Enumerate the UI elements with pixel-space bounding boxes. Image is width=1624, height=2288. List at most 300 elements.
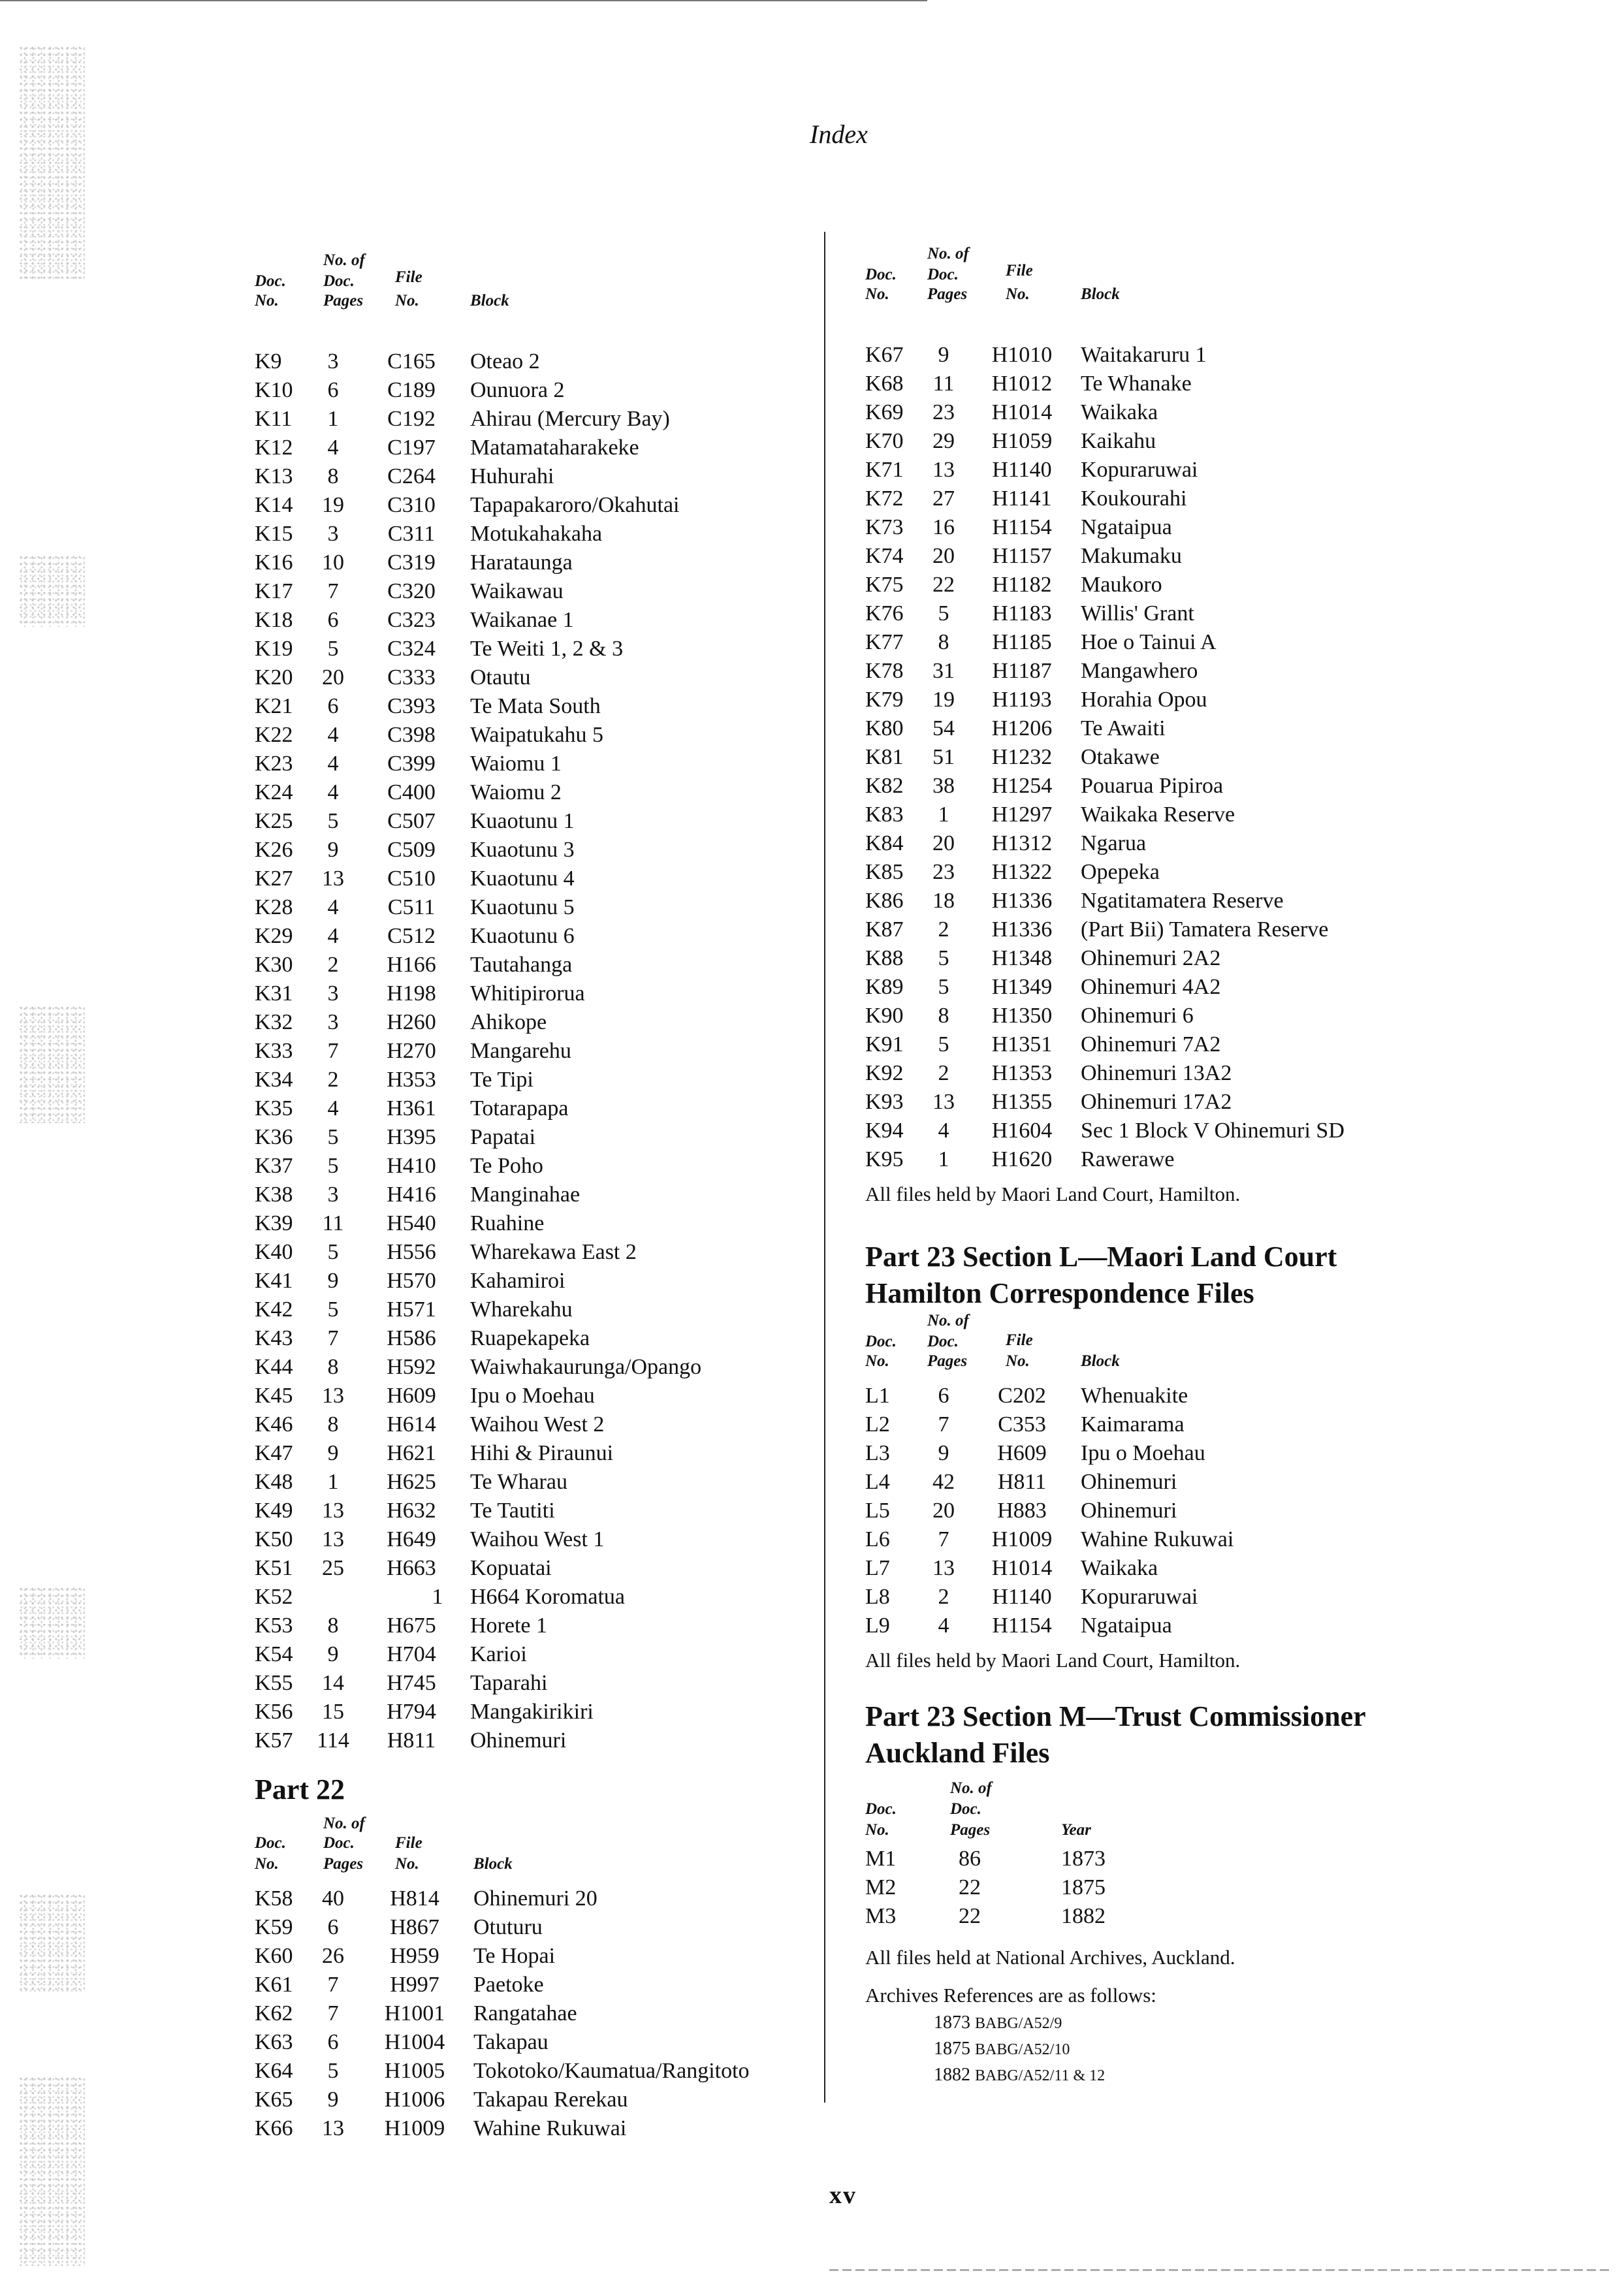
doc-no-cell: K57 <box>255 1728 293 1753</box>
doc-no-cell: K39 <box>255 1211 293 1235</box>
doc-no-cell: K65 <box>255 2088 293 2112</box>
doc-no-cell: K86 <box>865 889 904 913</box>
pages-cell: 7 <box>938 1527 949 1551</box>
doc-no-cell: K66 <box>255 2116 293 2140</box>
file-no-cell: H1012 <box>991 372 1053 396</box>
doc-no-cell: K82 <box>865 774 904 798</box>
scan-noise <box>20 1894 85 1992</box>
table-row <box>255 838 810 866</box>
pages-cell: 13 <box>322 1384 344 1408</box>
file-no-cell: H1140 <box>992 458 1052 482</box>
archive-ref <box>934 2012 1597 2039</box>
table-row <box>865 1384 1597 1412</box>
table-row <box>865 688 1597 716</box>
doc-no-cell: K83 <box>865 802 904 827</box>
refs-heading: Archives References are as follows: <box>865 1984 1156 2007</box>
block-cell: Kopuraruwai <box>1081 458 1198 482</box>
table-row <box>865 1412 1597 1441</box>
file-no-cell: H410 <box>387 1154 436 1178</box>
file-no-cell: C507 <box>387 809 436 833</box>
section-m-heading-2: Auckland Files <box>865 1737 1050 1769</box>
part-22-table-body <box>255 1886 810 2145</box>
file-no-cell: C192 <box>387 407 436 431</box>
block-cell: Te Weiti 1, 2 & 3 <box>470 637 624 661</box>
table-row <box>255 1886 810 1915</box>
block-cell: Kuaotunu 4 <box>470 866 575 891</box>
pages-cell: 6 <box>938 1384 949 1408</box>
block-cell: Kuaotunu 3 <box>470 838 575 862</box>
doc-no-cell: K30 <box>255 953 293 977</box>
pages-cell: 15 <box>322 1700 344 1724</box>
doc-no-cell: K12 <box>255 436 293 460</box>
pages-cell: 3 <box>327 1010 339 1034</box>
block-cell: Ruahine <box>470 1211 545 1235</box>
table-row <box>865 1499 1597 1527</box>
header-file-no: No. <box>1006 1352 1030 1370</box>
file-no-cell: C510 <box>387 866 436 891</box>
block-cell: Ngataipua <box>1081 515 1172 539</box>
pages-cell: 20 <box>932 544 955 568</box>
pages-cell: 9 <box>327 1441 339 1465</box>
block-cell: Te Mata South <box>470 694 601 718</box>
block-cell: Ohinemuri 2A2 <box>1081 946 1221 970</box>
doc-no-cell: K85 <box>865 860 904 884</box>
header-doc: Doc. <box>865 266 897 283</box>
pages-cell: 7 <box>327 1973 339 1997</box>
section-m-table-body <box>865 1847 1597 1933</box>
file-no-cell: C399 <box>387 752 436 776</box>
block-cell: Ipu o Moehau <box>470 1384 595 1408</box>
doc-no-cell: K67 <box>865 343 904 367</box>
doc-no-cell: K84 <box>865 831 904 855</box>
block-cell: Waikaka Reserve <box>1081 802 1235 827</box>
file-no-cell: H570 <box>387 1269 436 1293</box>
file-no-cell: C310 <box>387 493 436 517</box>
block-cell: Otakawe <box>1081 745 1160 769</box>
doc-no-cell: K78 <box>865 659 904 683</box>
header-no-of: No. of <box>927 245 969 262</box>
pages-cell: 11 <box>932 372 955 396</box>
pages-cell: 2 <box>938 1061 949 1085</box>
pages-cell: 13 <box>322 866 344 891</box>
doc-no-cell: K38 <box>255 1183 293 1207</box>
pages-cell: 13 <box>322 1527 344 1551</box>
table-row <box>865 860 1597 889</box>
pages-cell: 6 <box>327 608 339 632</box>
file-no-cell: H632 <box>387 1499 436 1523</box>
table-row <box>865 1847 1597 1875</box>
table-header <box>255 1808 810 1886</box>
header-no-of: No. of <box>950 1779 992 1797</box>
pages-cell: 5 <box>938 975 949 999</box>
file-no-cell: H1005 <box>384 2059 445 2083</box>
block-cell: Tapapakaroro/Okahutai <box>470 493 680 517</box>
block-cell: Taparahi <box>470 1671 548 1695</box>
block-cell: Otuturu <box>473 1915 543 1939</box>
block-cell: Wahine Rukuwai <box>1081 1527 1234 1551</box>
doc-no-cell: K31 <box>255 981 293 1006</box>
pages-cell: 7 <box>327 1039 339 1063</box>
table-row <box>865 515 1597 544</box>
column-divider <box>824 232 825 2103</box>
doc-no-cell: K80 <box>865 716 904 740</box>
file-no-cell: H609 <box>997 1441 1047 1465</box>
pages-cell: 1 <box>327 407 339 431</box>
doc-no-cell: K91 <box>865 1032 904 1057</box>
header-pages: Pages <box>927 1352 968 1370</box>
header-doc2: Doc. <box>950 1800 981 1818</box>
block-cell: Ruapekapeka <box>470 1326 590 1350</box>
file-no-cell: H614 <box>387 1412 436 1437</box>
header-pages: Pages <box>950 1821 991 1839</box>
doc-no-cell: L3 <box>865 1441 890 1465</box>
doc-no-cell: K49 <box>255 1499 293 1523</box>
block-cell: Mangakirikiri <box>470 1700 594 1724</box>
table-row <box>255 522 810 550</box>
block-cell: Te Awaiti <box>1081 716 1166 740</box>
pages-cell: 5 <box>327 637 339 661</box>
pages-cell: 38 <box>932 774 955 798</box>
doc-no-cell: K14 <box>255 493 293 517</box>
doc-no-cell: K23 <box>255 752 293 776</box>
header-doc2: Doc. <box>323 272 355 290</box>
block-cell: Kuaotunu 5 <box>470 895 575 919</box>
block-cell: Tautahanga <box>470 953 573 977</box>
table-row <box>255 866 810 895</box>
doc-no-cell: K95 <box>865 1147 904 1171</box>
file-no-cell: H166 <box>387 953 436 977</box>
pages-cell: 14 <box>322 1671 344 1695</box>
block-cell: Horete 1 <box>470 1613 548 1638</box>
table-row <box>255 981 810 1010</box>
doc-no-cell: K58 <box>255 1886 293 1911</box>
pages-cell: 13 <box>932 1556 955 1580</box>
table-row <box>865 975 1597 1004</box>
table-row <box>255 436 810 464</box>
table-row <box>255 464 810 493</box>
file-no-cell: H1351 <box>991 1032 1053 1057</box>
block-cell: Kaikahu <box>1081 429 1156 453</box>
doc-no-cell: K70 <box>865 429 904 453</box>
pages-cell: 40 <box>322 1886 344 1911</box>
table-row <box>255 2001 810 2030</box>
pages-cell: 20 <box>322 665 344 690</box>
header-doc2: Doc. <box>927 1333 959 1350</box>
block-cell: Waikaka <box>1081 400 1158 424</box>
file-no-cell: C311 <box>387 522 436 546</box>
table-row <box>255 1412 810 1441</box>
file-no-cell: H416 <box>387 1183 436 1207</box>
table-row <box>865 1556 1597 1585</box>
file-no-cell: H1004 <box>384 2030 445 2054</box>
pages-cell: 5 <box>938 1032 949 1057</box>
pages-cell: 4 <box>327 723 339 747</box>
table-row <box>255 665 810 694</box>
file-no-cell: C333 <box>387 665 436 690</box>
doc-no-cell: K44 <box>255 1355 293 1379</box>
table-header <box>865 1772 1597 1847</box>
table-row <box>255 1470 810 1499</box>
block-cell: Te Tipi <box>470 1068 533 1092</box>
pages-cell: 4 <box>327 924 339 948</box>
pages-cell: 5 <box>327 2059 339 2083</box>
header-file: File <box>1006 262 1033 279</box>
table-row <box>255 2059 810 2088</box>
block-cell: Karioi <box>470 1642 527 1666</box>
pages-cell: 3 <box>327 522 339 546</box>
table-row <box>255 1556 810 1585</box>
doc-no-cell: K92 <box>865 1061 904 1085</box>
pages-cell: 8 <box>327 1412 339 1437</box>
header-no: No. <box>255 292 279 310</box>
file-no-cell: H1232 <box>991 745 1053 769</box>
left-column <box>255 251 810 2145</box>
table-row <box>865 1090 1597 1119</box>
doc-no-cell: K89 <box>865 975 904 999</box>
doc-no-cell: K19 <box>255 637 293 661</box>
block-cell: Ohinemuri 6 <box>1081 1004 1194 1028</box>
doc-no-cell: K87 <box>865 917 904 942</box>
block-cell: Kuaotunu 6 <box>470 924 575 948</box>
doc-no-cell: K64 <box>255 2059 293 2083</box>
doc-no-cell: K81 <box>865 745 904 769</box>
pages-cell: 3 <box>327 1183 339 1207</box>
block-cell: Kahamiroi <box>470 1269 565 1293</box>
pages-cell: 8 <box>327 464 339 488</box>
table-row <box>865 1061 1597 1090</box>
pages-cell: 18 <box>932 889 955 913</box>
table-row <box>865 601 1597 630</box>
pages-cell: 2 <box>327 953 339 977</box>
block-cell: Waikawau <box>470 579 564 603</box>
pages-cell: 8 <box>938 630 949 654</box>
file-no-cell: H745 <box>387 1671 436 1695</box>
table-row <box>865 573 1597 601</box>
table-row <box>255 723 810 752</box>
table-row <box>865 1585 1597 1613</box>
doc-no-cell: L7 <box>865 1556 890 1580</box>
block-cell: Totarapapa <box>470 1096 569 1120</box>
doc-no-cell: K77 <box>865 630 904 654</box>
block-cell: Opepeka <box>1081 860 1160 884</box>
file-no-cell: H1348 <box>991 946 1053 970</box>
file-no-cell: C353 <box>998 1412 1046 1437</box>
block-cell: Harataunga <box>470 550 573 575</box>
file-no-cell: H1350 <box>991 1004 1053 1028</box>
block-cell: Waikanae 1 <box>470 608 574 632</box>
pages-cell: 5 <box>938 946 949 970</box>
doc-no-cell: M3 <box>865 1904 897 1928</box>
doc-no-cell: K11 <box>255 407 293 431</box>
block-cell: Ngarua <box>1081 831 1147 855</box>
scan-noise <box>20 1006 85 1123</box>
file-no-cell: H1182 <box>992 573 1052 597</box>
doc-no-cell: K47 <box>255 1441 293 1465</box>
doc-no-cell: M1 <box>865 1847 897 1871</box>
block-cell: Mangarehu <box>470 1039 571 1063</box>
block-cell: Waiomu 2 <box>470 780 562 804</box>
header-doc: Doc. <box>255 1834 286 1852</box>
table-row <box>255 1441 810 1470</box>
pages-cell: 13 <box>322 2116 344 2140</box>
doc-no-cell: K51 <box>255 1556 293 1580</box>
pages-cell: 26 <box>322 1944 344 1968</box>
file-no-cell: H1336 <box>991 889 1053 913</box>
table-row <box>255 895 810 924</box>
pages-cell: 27 <box>932 486 955 511</box>
doc-no-cell: K37 <box>255 1154 293 1178</box>
ref-code: BABG/A52/9 <box>975 2015 1062 2032</box>
file-no-cell: H959 <box>390 1944 439 1968</box>
pages-cell: 9 <box>327 1642 339 1666</box>
file-no-cell: C509 <box>387 838 436 862</box>
pages-cell: 22 <box>959 1904 981 1928</box>
pages-cell: 7 <box>327 2001 339 2026</box>
file-no-cell: C400 <box>387 780 436 804</box>
table-row <box>865 1147 1597 1176</box>
doc-no-cell: K27 <box>255 866 293 891</box>
file-no-cell: H571 <box>387 1297 436 1322</box>
block-cell: Ngatitamatera Reserve <box>1081 889 1284 913</box>
doc-no-cell: K73 <box>865 515 904 539</box>
doc-no-cell: K20 <box>255 665 293 690</box>
file-no-cell: H1009 <box>991 1527 1053 1551</box>
doc-no-cell: K43 <box>255 1326 293 1350</box>
block-cell: Papatai <box>470 1125 536 1149</box>
file-no-cell: H592 <box>387 1355 436 1379</box>
pages-cell: 7 <box>327 579 339 603</box>
table-row <box>255 1585 810 1613</box>
file-no-cell: H675 <box>387 1613 436 1638</box>
ref-year: 1873 <box>934 2012 970 2033</box>
header-pages: Pages <box>323 292 364 310</box>
part-22-heading: Part 22 <box>255 1773 345 1805</box>
file-no-cell: H649 <box>387 1527 436 1551</box>
doc-no-cell: K63 <box>255 2030 293 2054</box>
doc-no-cell: K18 <box>255 608 293 632</box>
table-header <box>255 251 810 349</box>
header-no: No. <box>865 1821 889 1839</box>
table-row <box>255 407 810 436</box>
block-cell: Waiomu 1 <box>470 752 562 776</box>
table-row <box>255 1671 810 1700</box>
header-pages: Pages <box>927 285 968 303</box>
doc-no-cell: K16 <box>255 550 293 575</box>
pages-cell: 5 <box>327 1240 339 1264</box>
block-cell: Matamataharakeke <box>470 436 639 460</box>
pages-cell: 9 <box>938 343 949 367</box>
doc-no-cell: K25 <box>255 809 293 833</box>
header-no: No. <box>865 1352 889 1370</box>
block-cell: Ohinemuri 17A2 <box>1081 1090 1232 1114</box>
block-cell: Oteao 2 <box>470 349 540 373</box>
table-row <box>255 752 810 780</box>
block-cell: Ohinemuri 7A2 <box>1081 1032 1221 1057</box>
block-cell: Ohinemuri 20 <box>473 1886 597 1911</box>
table-row <box>255 1125 810 1154</box>
table-row <box>865 831 1597 860</box>
doc-no-cell: K35 <box>255 1096 293 1120</box>
doc-no-cell: L8 <box>865 1585 890 1609</box>
doc-no-cell: K9 <box>255 349 282 373</box>
doc-no-cell: K68 <box>865 372 904 396</box>
doc-no-cell: K79 <box>865 688 904 712</box>
table-row <box>255 1154 810 1183</box>
block-cell: Makumaku <box>1081 544 1182 568</box>
block-cell: Mangawhero <box>1081 659 1198 683</box>
pages-cell: 5 <box>327 809 339 833</box>
block-cell: Hoe o Tainui A <box>1081 630 1217 654</box>
block-cell: Ohinemuri <box>470 1728 567 1753</box>
pages-cell: 6 <box>327 694 339 718</box>
pages-cell: 7 <box>938 1412 949 1437</box>
table-row <box>255 1039 810 1068</box>
doc-no-cell: L5 <box>865 1499 890 1523</box>
table-row <box>255 378 810 407</box>
ref-year: 1875 <box>934 2039 970 2059</box>
block-cell: Waitakaruru 1 <box>1081 343 1207 367</box>
pages-cell: 6 <box>327 1915 339 1939</box>
table-row <box>255 1973 810 2001</box>
block-cell: Ounuora 2 <box>470 378 565 402</box>
file-no-cell: C323 <box>387 608 436 632</box>
doc-no-cell: K75 <box>865 573 904 597</box>
header-no: No. <box>255 1855 279 1873</box>
table-row <box>255 1096 810 1125</box>
table-row <box>255 1642 810 1671</box>
file-no-cell: C512 <box>387 924 436 948</box>
page-title: Index <box>810 119 868 149</box>
file-no-cell: C319 <box>387 550 436 575</box>
block-cell: Te Wharau <box>470 1470 567 1494</box>
header-block: Block <box>470 292 509 310</box>
header-no-of: No. of <box>927 1312 969 1329</box>
pages-cell: 1 <box>938 802 949 827</box>
table-row <box>255 2116 810 2145</box>
block-cell: Te Whanake <box>1081 372 1192 396</box>
file-no-cell: H1297 <box>991 802 1053 827</box>
table-row <box>255 1613 810 1642</box>
table-row <box>865 659 1597 688</box>
file-no-cell: H1312 <box>991 831 1053 855</box>
pages-cell: 42 <box>932 1470 955 1494</box>
doc-no-cell: K62 <box>255 2001 293 2026</box>
file-no-cell: H1059 <box>991 429 1053 453</box>
ref-code: BABG/A52/11 & 12 <box>975 2067 1106 2084</box>
note-l: All files held by Maori Land Court, Hamilton. <box>865 1649 1241 1672</box>
header-doc: Doc. <box>865 1333 897 1350</box>
header-file: File <box>395 1834 422 1852</box>
block-cell: Ohinemuri 13A2 <box>1081 1061 1232 1085</box>
header-block: Block <box>1081 285 1120 303</box>
bottom-rule <box>829 2269 1613 2271</box>
header-doc: Doc. <box>255 272 286 290</box>
top-rule <box>0 0 927 1</box>
file-no-cell: H1014 <box>991 1556 1053 1580</box>
pages-cell: 9 <box>327 1269 339 1293</box>
pages-cell: 19 <box>932 688 955 712</box>
file-no-cell: H1620 <box>991 1147 1053 1171</box>
pages-cell: 3 <box>327 349 339 373</box>
file-no-cell: H395 <box>387 1125 436 1149</box>
pages-cell: 4 <box>327 752 339 776</box>
file-no-cell: H361 <box>387 1096 436 1120</box>
table-row <box>255 2088 810 2116</box>
pages-cell: 20 <box>932 1499 955 1523</box>
pages-cell: 4 <box>938 1613 949 1638</box>
table-row <box>255 1326 810 1355</box>
pages-cell: 23 <box>932 860 955 884</box>
